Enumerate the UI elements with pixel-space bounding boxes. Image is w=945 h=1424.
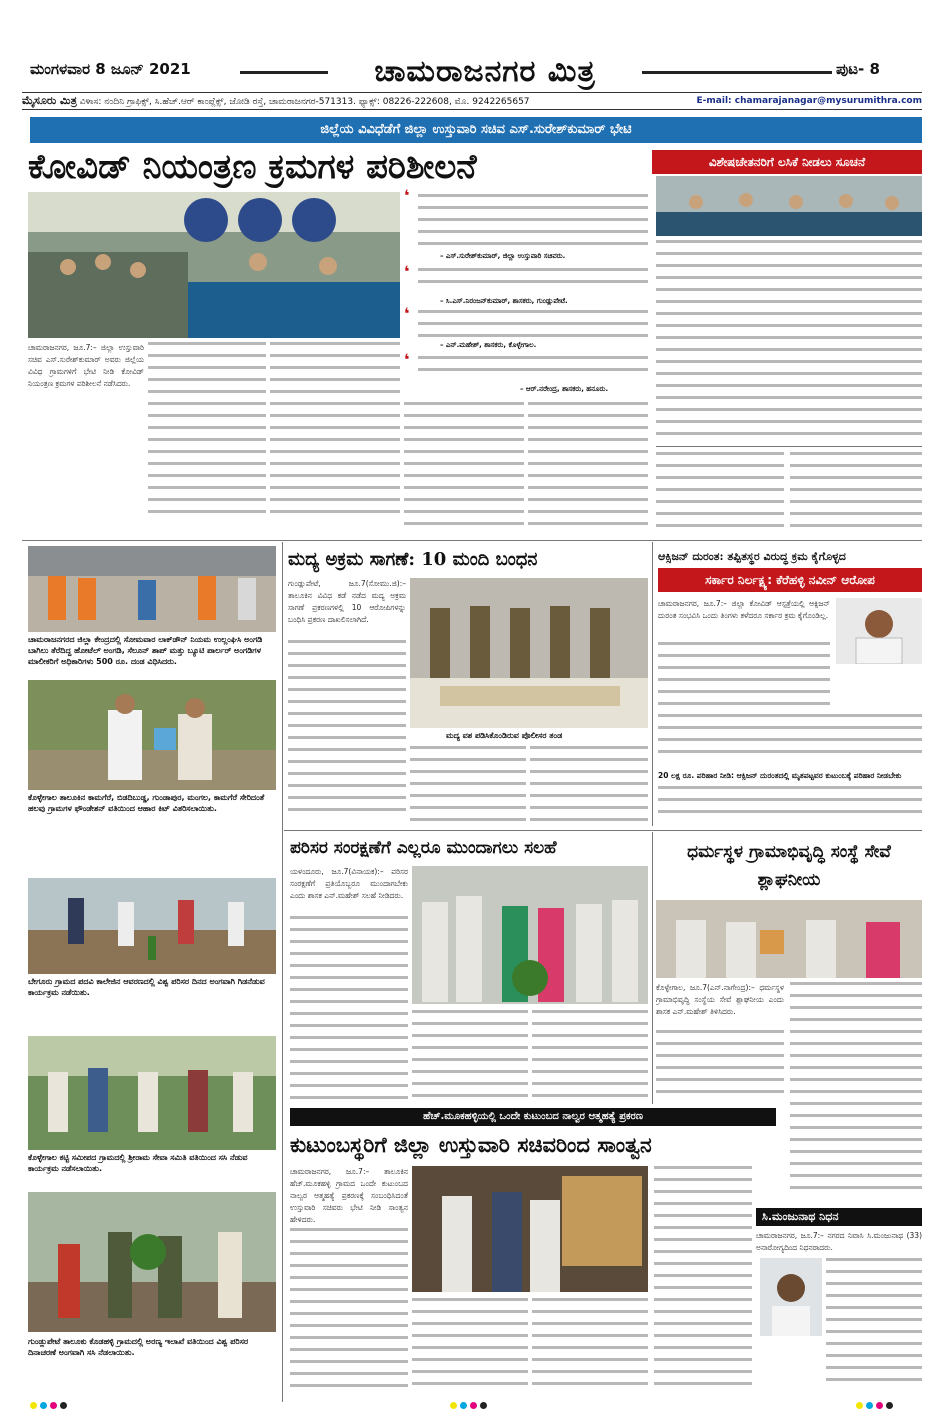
masthead-rule-right — [642, 71, 832, 74]
obituary-body-start: ಚಾಮರಾಜನಗರ, ಜೂ.7:– ನಗರದ ನಿವಾಸಿ ಸಿ.ಮಂಜುನಾಥ (33) ಅನಾರೋಗ್ಯದಿಂದ ನಿಧನರಾದರು. — [756, 1231, 922, 1252]
lead-body-column-4 — [404, 402, 524, 536]
quote-mark-4: ❛ — [404, 350, 410, 369]
caption-left-5: ಗುಂಡ್ಲುಪೇಟೆ ತಾಲೂಕು ಕೊಡಹಳ್ಳಿ ಗ್ರಾಮದಲ್ಲಿ ಅರಣ್ಯ ಇಲಾಖೆ ವತಿಯಿಂದ ವಿಶ್ವ ಪರಿಸರ ದಿನಾಚರಣೆ ಅಂಗವಾಗಿ ಸಸಿ ನೆಡಲಾಯಿತು. — [28, 1337, 249, 1357]
oxygen-rule — [652, 542, 653, 826]
reg-dot — [40, 1402, 47, 1409]
brand-name: ಮೈಸೂರು ಮಿತ್ರ — [22, 94, 77, 107]
liquor-body-lines — [288, 640, 406, 828]
quote-mark-3: ❛ — [404, 304, 410, 323]
condolence-body-col-2 — [412, 1298, 528, 1396]
caption-left-4: ಕೊಳ್ಳೇಗಾಲ ಕಟ್ಟಿ ಸಮೀಪದ ಗ್ರಾಮದಲ್ಲಿ ಶ್ರೀರಾಮ ಸೇವಾ ಸಮಿತಿ ವತಿಯಿಂದ ಸಸಿ ನೆಡುವ ಕಾರ್ಯಕ್ರಮ ನಡೆಸಲಾಯಿತು. — [28, 1153, 248, 1173]
oxygen-body-lower — [658, 714, 922, 764]
quote-byline-4: – ಆರ್.ನರೇಂದ್ರ, ಶಾಸಕರು, ಹನೂರು. — [520, 385, 609, 393]
photo-left-1 — [28, 546, 276, 632]
dharmasthala-body-start: ಕೊಳ್ಳೇಗಾಲ, ಜೂ.7(ಎನ್.ನಾಗೇಂದ್ರ):– ಧರ್ಮಸ್ಥಳ ಗ್ರಾಮಾಭಿವೃದ್ಧಿ ಸಂಸ್ಥೆಯ ಸೇವೆ ಶ್ಲಾಘನೀಯ ಎಂದು ಶಾಸಕ ಎನ್.ಮಹೇಶ್ ತಿಳಿಸಿದರು. — [656, 983, 784, 1016]
reg-dot — [470, 1402, 477, 1409]
reg-dot — [856, 1402, 863, 1409]
photo-naveen-portrait — [836, 598, 922, 664]
caption-liquor: ಮದ್ಯ ವಶ ಪಡಿಸಿಕೊಂಡಿರುವ ಪೊಲೀಸರ ತಂಡ — [446, 731, 563, 740]
obituary-title: ಸಿ.ಮಂಜುನಾಥ ನಿಧನ — [756, 1208, 922, 1226]
registration-dots-center — [450, 1402, 487, 1409]
environment-body-col-2 — [412, 1010, 528, 1106]
reg-dot — [480, 1402, 487, 1409]
photo-condolence — [412, 1166, 648, 1292]
oxygen-headline-main: ಸರ್ಕಾರ ನಿರ್ಲಕ್ಷ್ಯ: ಕೆರೆಹಳ್ಳಿ ನವೀನ್ ಆರೋಪ — [658, 568, 922, 592]
lead-body-column-2 — [148, 342, 266, 532]
photo-lead-meeting — [28, 192, 400, 338]
lead-body-start: ಚಾಮರಾಜನಗರ, ಜೂ.7:– ಜಿಲ್ಲಾ ಉಸ್ತುವಾರಿ ಸಚಿವ ಎಸ್.ಸುರೇಶ್‌ಕುಮಾರ್ ಅವರು ಜಿಲ್ಲೆಯ ವಿವಿಧ ಗ್ರಾಮಗಳಿಗೆ ಭೇಟಿ ನೀಡಿ ಕೋವಿಡ್ ನಿಯಂತ್ರಣ ಕ್ರಮಗಳ ಪರಿಶೀಲನೆ ನಡೆಸಿದರು. — [28, 343, 144, 388]
caption-left-3: ಬೇಗೂರು ಗ್ರಾಮದ ಪದವಿ ಕಾಲೇಜಿನ ಆವರಣದಲ್ಲಿ ವಿಶ್ವ ಪರಿಸರ ದಿನದ ಅಂಗವಾಗಿ ಗಿಡನೆಡುವ ಕಾರ್ಯಕ್ರಮ ನಡೆಯಿತು. — [28, 977, 265, 997]
photo-left-3 — [28, 878, 276, 974]
page-number: ಪುಟ- 8 — [836, 60, 880, 78]
environment-body-col-3 — [532, 1010, 648, 1106]
oxygen-headline-red: ಆಕ್ಸಿಜನ್ ದುರಂತ: ತಪ್ಪಿತಸ್ಥರ ವಿರುದ್ಧ ಕ್ರಮ ಕೈಗೊಳ್ಳದ — [658, 550, 846, 563]
obituary-body-lines — [826, 1258, 922, 1396]
contact-email[interactable]: E-mail: chamarajanagar@mysurumithra.com — [696, 96, 922, 106]
lead-body-column-5 — [528, 402, 648, 536]
masthead-rule-left — [240, 71, 328, 74]
info-bar — [22, 92, 922, 110]
section-divider-1 — [22, 540, 922, 541]
registration-dots-right — [856, 1402, 893, 1409]
oxygen-body-lines — [658, 642, 830, 710]
side-body-col-2 — [790, 452, 922, 536]
dharmasthala-body-lines — [656, 1030, 784, 1106]
reg-dot — [876, 1402, 883, 1409]
photo-left-5 — [28, 1192, 276, 1332]
side-body-top — [656, 240, 922, 444]
lead-body-column-3 — [270, 342, 400, 532]
reg-dot — [30, 1402, 37, 1409]
reg-dot — [886, 1402, 893, 1409]
quote-text-1 — [418, 194, 648, 246]
side-divider — [656, 446, 922, 447]
oxygen-highlight: 20 ಲಕ್ಷ ರೂ. ಪರಿಹಾರ ನೀಡಿ: ಆಕ್ಸಿಜನ್ ದುರಂತದಲ್ಲಿ ಮೃತಪಟ್ಟವರ ಕುಟುಂಬಕ್ಕೆ ಪರಿಹಾರ ನೀಡಬೇಕು — [658, 771, 902, 780]
left-column-rule — [282, 542, 283, 1402]
caption-left-2: ಕೊಳ್ಳೇಗಾಲ ತಾಲೂಕಿನ ಕಾಮಗೆರೆ, ಬಿಡದಿಬುಡ್ಡ, ಗುಂಡಾಪುರ, ಮಂಗಲ, ಕಾಮಗೆರೆ ಸೇರಿದಂತೆ ಹಲವು ಗ್ರಾಮಗಳ ಫೌಂಡೇಶನ್ ವತಿಯಿಂದ ಆಹಾರ ಕಿಟ್ ವಿತರಿಸಲಾಯಿತು. — [28, 793, 265, 813]
quote-byline-3: – ಎನ್.ಮಹೇಶ್, ಶಾಸಕರು, ಕೊಳ್ಳೇಗಾಲ. — [440, 341, 537, 349]
section-divider-2 — [284, 830, 922, 831]
caption-left-1: ಚಾಮರಾಜನಗರದ ಜಿಲ್ಲಾ ಕೇಂದ್ರದಲ್ಲಿ ಸೋಮವಾರ ಲಾಕ್‌ಡೌನ್ ನಿಯಮ ಉಲ್ಲಂಘಿಸಿ ಅಂಗಡಿ ಬಾಗಿಲು ತೆರೆದಿದ್ದ ಹೋಟೆಲ್ ಅಂಗಡಿ, ಸೆಲೂನ್ ಶಾಪ್ ಮತ್ತು ಬ್ಯೂಟಿ ಪಾರ್ಲರ್ ಅಂಗಡಿಗಳ ಮಾಲೀಕರಿಗೆ ಅಧಿಕಾರಿಗಳು 500 ರೂ. ದಂಡ ವಿಧಿಸಿದರು. — [28, 635, 263, 666]
photo-side-meeting — [656, 176, 922, 236]
side-body-col-1 — [656, 452, 784, 536]
issue-date: ಮಂಗಳವಾರ 8 ಜೂನ್ 2021 — [30, 60, 191, 78]
photo-dharmasthala — [656, 900, 922, 978]
quote-mark-1: ❛ — [404, 186, 410, 205]
photo-obituary-portrait — [760, 1258, 822, 1336]
photo-environment — [412, 866, 648, 1004]
liquor-headline: ಮದ್ಯ ಅಕ್ರಮ ಸಾಗಣೆ: 10 ಮಂದಿ ಬಂಧನ — [288, 549, 538, 570]
quote-byline-1: – ಎಸ್.ಸುರೇಶ್‌ಕುಮಾರ್, ಜಿಲ್ಲಾ ಉಸ್ತುವಾರಿ ಸಚಿವರು. — [440, 252, 566, 260]
quote-text-4 — [418, 356, 648, 382]
quote-mark-2: ❛ — [404, 262, 410, 281]
oxygen-body-end — [658, 786, 922, 826]
reg-dot — [460, 1402, 467, 1409]
liquor-body-col-2 — [410, 746, 526, 828]
dharmasthala-rule — [652, 832, 653, 1104]
quote-byline-2: – ಸಿ.ಎಸ್.ನಿರಂಜನ್‌ಕುಮಾರ್, ಶಾಸಕರು, ಗುಂಡ್ಲುಪೇಟೆ. — [440, 297, 568, 305]
lead-headline: ಕೋವಿಡ್ ನಿಯಂತ್ರಣ ಕ್ರಮಗಳ ಪರಿಶೀಲನೆ — [28, 147, 477, 187]
registration-dots-left — [30, 1402, 67, 1409]
condolence-body-col-4 — [654, 1166, 752, 1396]
environment-headline: ಪರಿಸರ ಸಂರಕ್ಷಣೆಗೆ ಎಲ್ಲರೂ ಮುಂದಾಗಲು ಸಲಹೆ — [290, 838, 557, 858]
oxygen-body-start: ಚಾಮರಾಜನಗರ, ಜೂ.7:– ಜಿಲ್ಲಾ ಕೋವಿಡ್ ಆಸ್ಪತ್ರೆಯಲ್ಲಿ ಆಕ್ಸಿಜನ್ ದುರಂತ ಸಂಭವಿಸಿ ಒಂದು ತಿಂಗಳು ಕಳೆದರೂ ಸರ್ಕಾರ ಕ್ರಮ ಕೈಗೊಂಡಿಲ್ಲ. — [658, 599, 830, 620]
condolence-kicker: ಹೆಚ್.ಮೂಕಹಳ್ಳಿಯಲ್ಲಿ ಒಂದೇ ಕುಟುಂಬದ ನಾಲ್ವರ ಆತ್ಮಹತ್ಯೆ ಪ್ರಕರಣ — [290, 1108, 776, 1126]
quote-text-3 — [418, 310, 648, 340]
quote-text-2 — [418, 268, 648, 292]
liquor-body-col-3 — [530, 746, 648, 828]
reg-dot — [50, 1402, 57, 1409]
reg-dot — [60, 1402, 67, 1409]
obituary-body — [756, 1230, 922, 1254]
reg-dot — [450, 1402, 457, 1409]
condolence-body-col-3 — [532, 1298, 648, 1396]
environment-body-lines — [290, 916, 408, 1106]
masthead-title: ಚಾಮರಾಜನಗರ ಮಿತ್ರ — [374, 54, 596, 89]
lead-body-column-1 — [28, 342, 144, 532]
contact-address: ವಿಳಾಸ: ನಂದಿನಿ ಗ್ರಾಫಿಕ್ಸ್, ಸಿ.ಹೆಚ್.ಆರ್ ಕಾಂಪ್ಲೆಕ್ಸ್, ಜೋಡಿ ರಸ್ತೆ, ಚಾಮರಾಜನಗರ-571313. ಫ್ಯಾಕ್ಸ್: 08226-222608, ಮೊ. 9242265657 — [79, 97, 530, 107]
condolence-headline: ಕುಟುಂಬಸ್ಥರಿಗೆ ಜಿಲ್ಲಾ ಉಸ್ತುವಾರಿ ಸಚಿವರಿಂದ ಸಾಂತ್ವನ — [290, 1132, 652, 1157]
liquor-body-start: ಗುಂಡ್ಲುಪೇಟೆ, ಜೂ.7(ಸೋಮು.ಜಿ):– ತಾಲೂಕಿನ ವಿವಿಧ ಕಡೆ ನಡೆದ ಮದ್ಯ ಅಕ್ರಮ ಸಾಗಣೆ ಪ್ರಕರಣಗಳಲ್ಲಿ 10 ಆರೋಪಿಗಳನ್ನು ಬಂಧಿಸಿ ಪ್ರಕರಣ ದಾಖಲಿಸಲಾಗಿದೆ. — [288, 579, 406, 624]
photo-left-4 — [28, 1036, 276, 1150]
dharmasthala-headline: ಧರ್ಮಸ್ಥಳ ಗ್ರಾಮಾಭಿವೃದ್ಧಿ ಸಂಸ್ಥೆ ಸೇವೆ ಶ್ಲಾಘನೀಯ — [687, 842, 891, 890]
photo-liquor-seizure — [410, 578, 648, 728]
reg-dot — [866, 1402, 873, 1409]
photo-left-2 — [28, 680, 276, 790]
condolence-body-lines — [290, 1228, 408, 1396]
top-strap: ಜಿಲ್ಲೆಯ ವಿವಿಧೆಡೆಗೆ ಜಿಲ್ಲಾ ಉಸ್ತುವಾರಿ ಸಚಿವ ಎಸ್.ಸುರೇಶ್‌ಕುಮಾರ್ ಭೇಟಿ — [30, 117, 922, 143]
lead-side-headline: ವಿಶೇಷಚೇತನರಿಗೆ ಲಸಿಕೆ ನೀಡಲು ಸೂಚನೆ — [652, 150, 922, 174]
dharmasthala-body-col-2 — [790, 982, 922, 1202]
environment-body-start: ಯಳಂದೂರು, ಜೂ.7(ವಿನಾಯಕ):– ಪರಿಸರ ಸಂರಕ್ಷಣೆಗೆ ಪ್ರತಿಯೊಬ್ಬರೂ ಮುಂದಾಗಬೇಕು ಎಂದು ಶಾಸಕ ಎನ್.ಮಹೇಶ್ ಸಲಹೆ ನೀಡಿದರು. — [290, 867, 408, 900]
condolence-body-start: ಚಾಮರಾಜನಗರ, ಜೂ.7:– ತಾಲೂಕಿನ ಹೆಚ್.ಮೂಕಹಳ್ಳಿ ಗ್ರಾಮದ ಒಂದೇ ಕುಟುಂಬದ ನಾಲ್ವರ ಆತ್ಮಹತ್ಯೆ ಪ್ರಕರಣಕ್ಕೆ ಸಂಬಂಧಿಸಿದಂತೆ ಉಸ್ತುವಾರಿ ಸಚಿವರು ಭೇಟಿ ನೀಡಿ ಸಾಂತ್ವನ ಹೇಳಿದರು. — [290, 1167, 408, 1224]
